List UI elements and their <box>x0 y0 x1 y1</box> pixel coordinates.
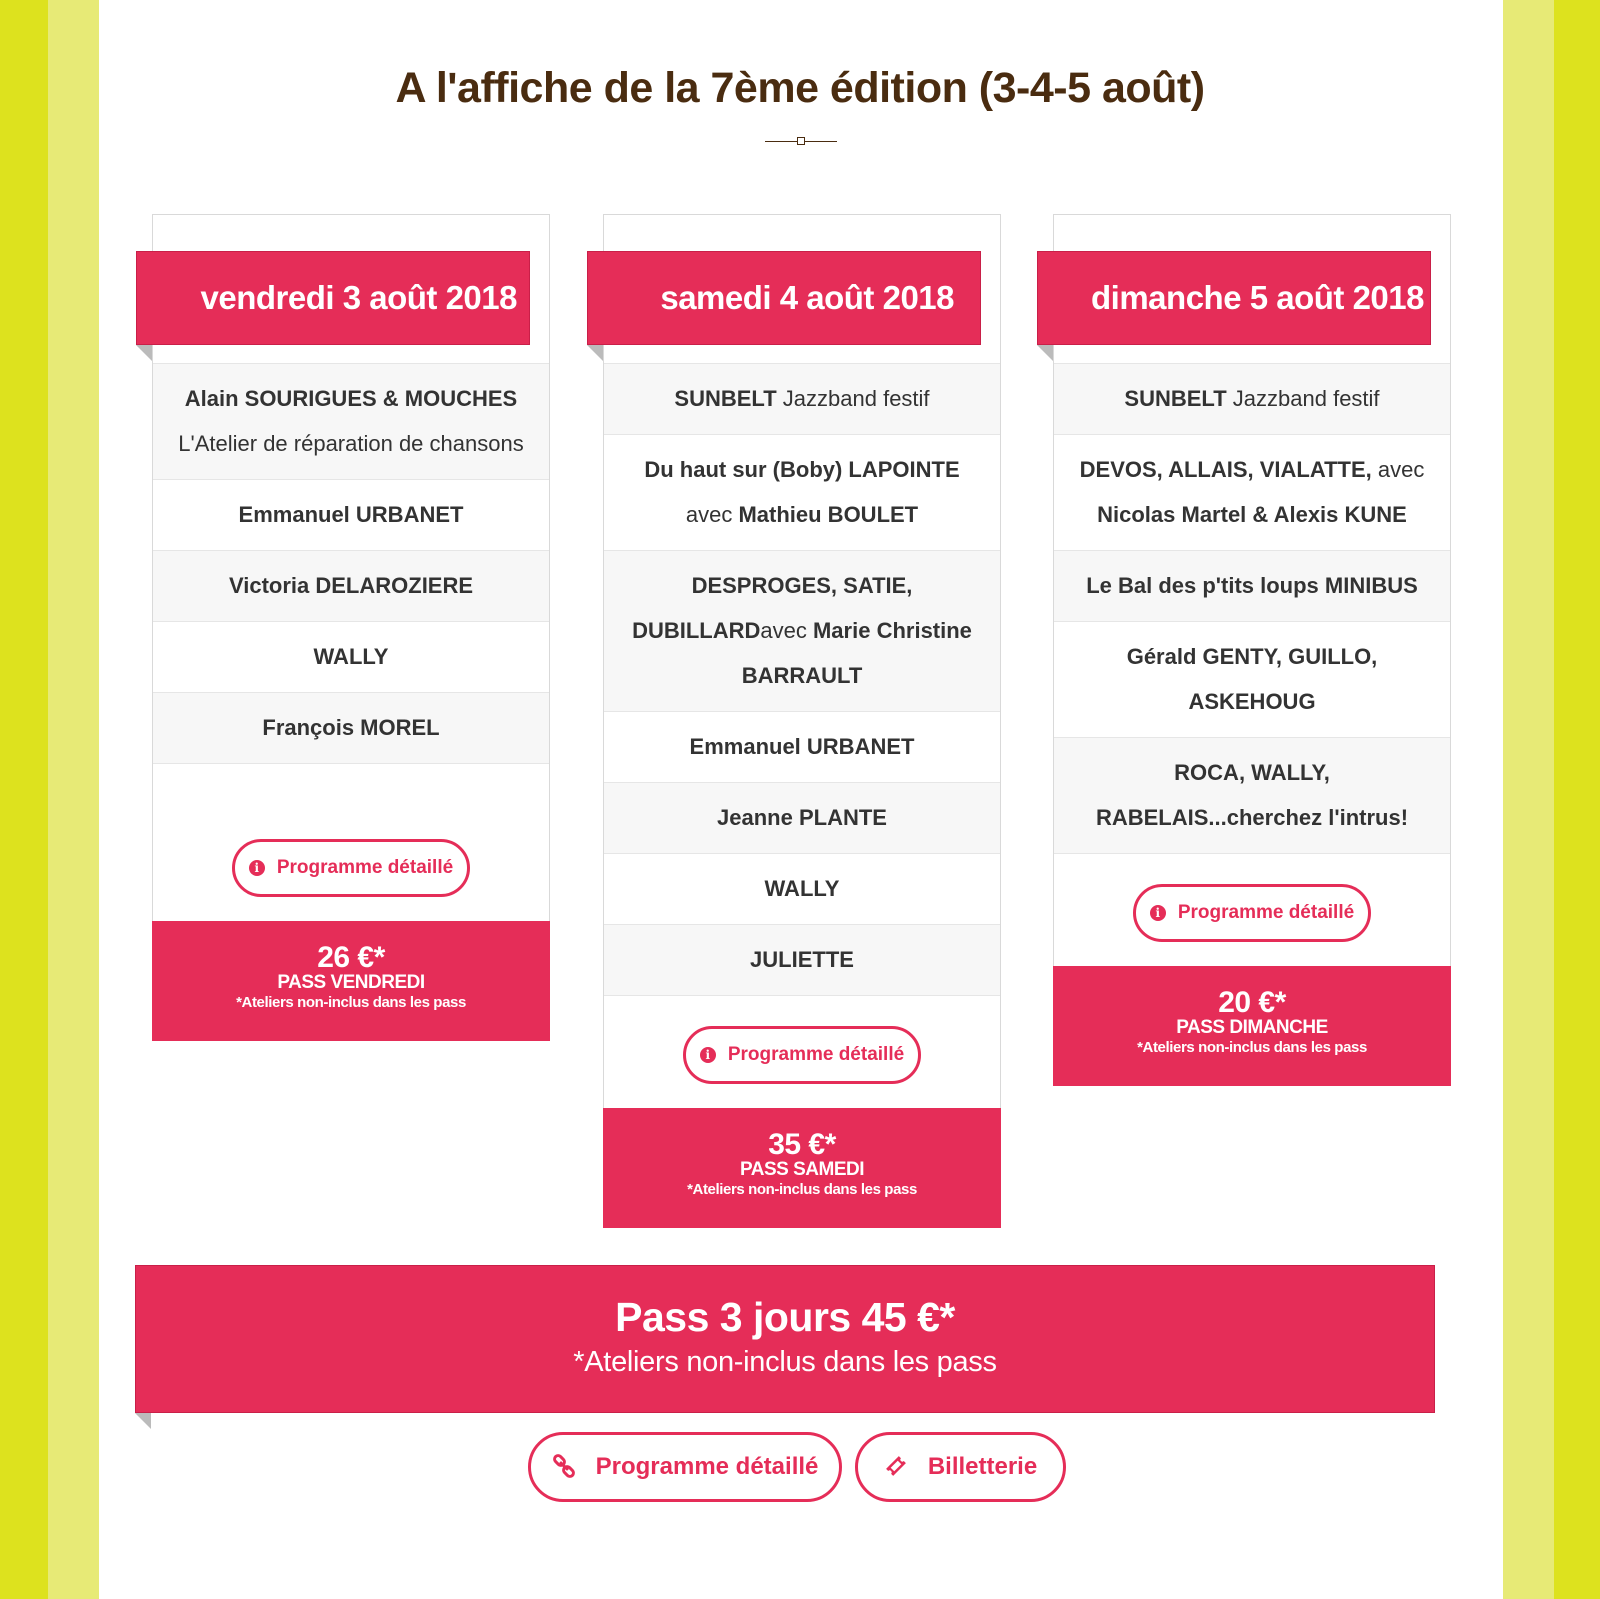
performer-name: François MOREL <box>262 715 440 740</box>
performer-description: L'Atelier de réparation de chansons <box>178 431 524 456</box>
ticket-icon <box>884 1439 908 1503</box>
performer-name: DESPROGES, SATIE, DUBILLARD <box>632 573 913 643</box>
pass-label: PASS DIMANCHE <box>1176 1017 1328 1038</box>
list-item <box>604 712 1000 783</box>
performer-description: Jazzband festif <box>776 386 930 411</box>
three-day-pass-note: *Ateliers non-inclus dans les pass <box>573 1346 997 1378</box>
ribbon-fold <box>587 345 603 361</box>
performer-name: WALLY <box>764 876 840 901</box>
performer-name: Gérald GENTY, GUILLO, ASKEHOUG <box>1126 644 1378 714</box>
day-date-ribbon: vendredi 3 août 2018 <box>136 251 530 345</box>
list-item <box>153 622 549 693</box>
performer-description: avec <box>1371 457 1425 482</box>
list-item <box>604 364 1000 435</box>
list-item <box>1054 622 1450 738</box>
performer-name: Emmanuel URBANET <box>238 502 464 527</box>
program-detail-label: Programme détaillé <box>595 1453 819 1480</box>
info-icon: i <box>249 860 265 876</box>
performer-name: ROCA, WALLY, RABELAIS...cherchez l'intrus! <box>1095 760 1409 830</box>
list-item <box>153 693 549 764</box>
side-stripe-left-outer <box>0 0 48 1599</box>
page-title: A l'affiche de la 7ème édition (3-4-5 août) <box>395 64 1205 112</box>
ribbon-fold <box>1037 345 1053 361</box>
price-amount: 26 €* <box>317 941 385 974</box>
link-icon <box>552 1439 576 1503</box>
ribbon-fold <box>136 345 152 361</box>
day-date-ribbon: samedi 4 août 2018 <box>587 251 981 345</box>
list-item <box>1054 551 1450 622</box>
performer-name: SUNBELT <box>674 386 777 411</box>
list-item <box>604 435 1000 551</box>
performer-description: avec <box>685 502 739 527</box>
ticketing-label: Billetterie <box>927 1453 1038 1480</box>
price-amount: 35 €* <box>768 1128 836 1161</box>
list-item <box>153 364 549 480</box>
price-note: *Ateliers non-inclus dans les pass <box>687 1181 917 1198</box>
performer-description: avec <box>760 618 813 643</box>
performer-name: Du haut sur (Boby) LAPOINTE <box>644 457 960 482</box>
price-block <box>603 1108 1001 1228</box>
performer-guest: Mathieu BOULET <box>738 502 919 527</box>
performer-name: Emmanuel URBANET <box>689 734 915 759</box>
performer-name: Alain SOURIGUES & MOUCHES <box>184 386 518 411</box>
list-item <box>1054 364 1450 435</box>
performer-name: WALLY <box>313 644 389 669</box>
list-item <box>153 551 549 622</box>
performer-description: Jazzband festif <box>1226 386 1380 411</box>
side-stripe-left-inner <box>48 0 99 1599</box>
three-day-pass-title: Pass 3 jours 45 €* <box>615 1294 955 1340</box>
info-icon: i <box>1150 905 1166 921</box>
list-item <box>1054 435 1450 551</box>
three-day-pass-banner <box>135 1265 1435 1413</box>
list-item <box>604 854 1000 925</box>
day-card-sunday <box>1053 214 1451 1086</box>
price-note: *Ateliers non-inclus dans les pass <box>236 994 466 1011</box>
program-button[interactable] <box>683 1026 921 1084</box>
program-button-label: Programme détaillé <box>276 857 454 878</box>
performer-name: Jeanne PLANTE <box>717 805 887 830</box>
list-item <box>604 783 1000 854</box>
list-item <box>604 551 1000 712</box>
performer-list <box>604 363 1000 996</box>
day-card-saturday <box>603 214 1001 1228</box>
performer-guest: Nicolas Martel & Alexis KUNE <box>1097 502 1407 527</box>
list-item <box>1054 738 1450 854</box>
performer-name: Victoria DELAROZIERE <box>228 573 474 598</box>
program-detail-button[interactable] <box>528 1432 842 1502</box>
price-block <box>152 921 550 1041</box>
performer-name: Le Bal des p'tits loups MINIBUS <box>1086 573 1418 598</box>
performer-list <box>153 363 549 764</box>
price-note: *Ateliers non-inclus dans les pass <box>1137 1039 1367 1056</box>
program-button[interactable] <box>1133 884 1371 942</box>
list-item <box>153 480 549 551</box>
performer-name: SUNBELT <box>1124 386 1227 411</box>
side-stripe-right-inner <box>1503 0 1554 1599</box>
performer-guest: Marie Christine BARRAULT <box>741 618 972 688</box>
day-date-ribbon: dimanche 5 août 2018 <box>1037 251 1431 345</box>
ticketing-button[interactable] <box>855 1432 1066 1502</box>
performer-name: JULIETTE <box>750 947 854 972</box>
day-card-friday <box>152 214 550 1041</box>
pass-label: PASS VENDREDI <box>277 972 425 993</box>
info-icon: i <box>700 1047 716 1063</box>
side-stripe-right-outer <box>1554 0 1600 1599</box>
title-divider <box>765 137 837 147</box>
performer-list <box>1054 363 1450 854</box>
ribbon-fold <box>135 1413 151 1429</box>
price-amount: 20 €* <box>1218 986 1286 1019</box>
program-button[interactable] <box>232 839 470 897</box>
performer-name: DEVOS, ALLAIS, VIALATTE, <box>1079 457 1372 482</box>
price-block <box>1053 966 1451 1086</box>
program-button-label: Programme détaillé <box>1177 902 1355 923</box>
program-button-label: Programme détaillé <box>727 1044 905 1065</box>
list-item <box>604 925 1000 996</box>
pass-label: PASS SAMEDI <box>739 1159 864 1180</box>
